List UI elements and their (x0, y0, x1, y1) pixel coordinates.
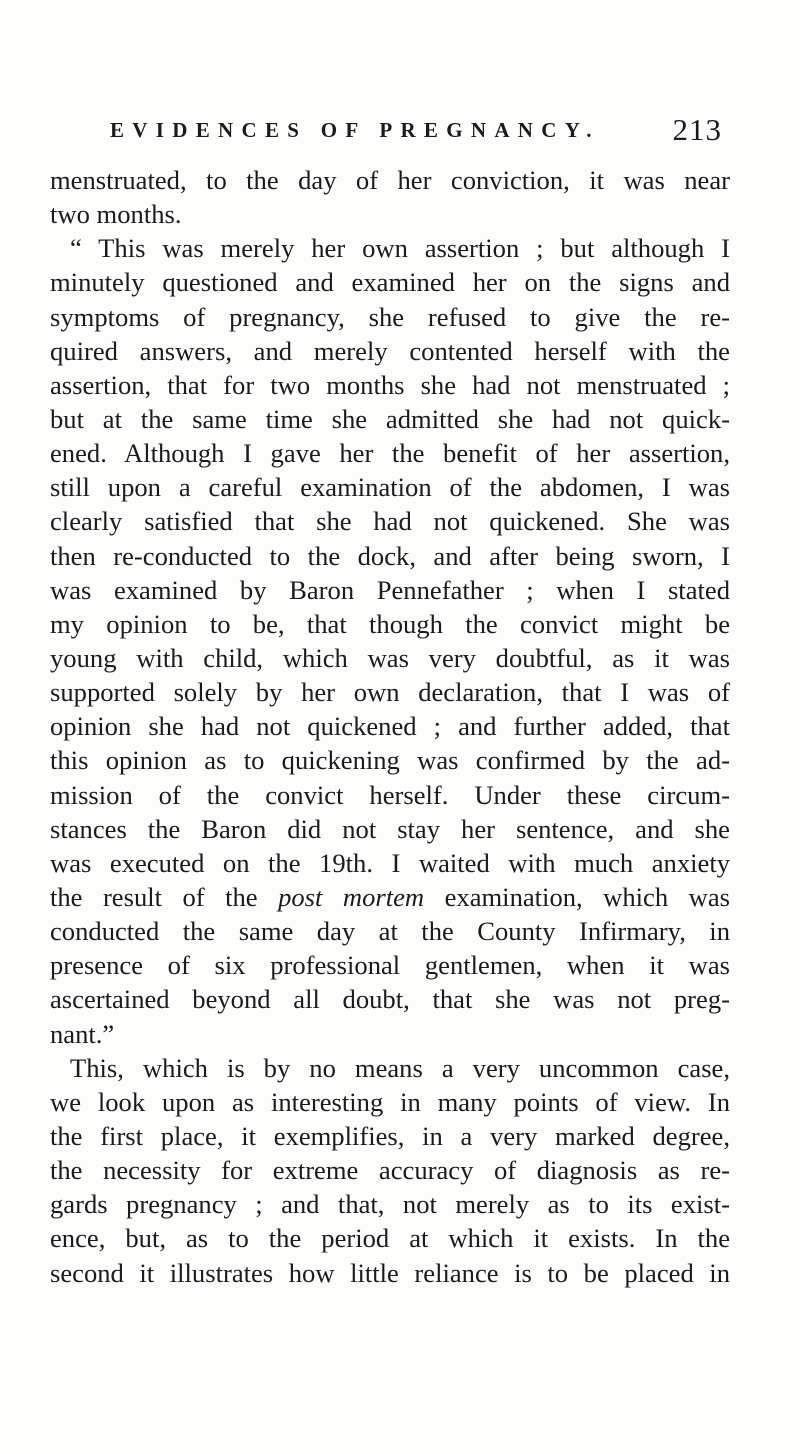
text-line: but at the same time she admitted she had not quick- (50, 403, 730, 434)
page-header (110, 112, 722, 152)
text-line: supported solely by her own declaration, that I was of (50, 677, 730, 708)
page-number: 213 (672, 112, 722, 147)
italic-phrase: post mortem (278, 881, 425, 912)
text-line: “ This was merely her own assertion ; but although I (70, 233, 730, 264)
running-head: EVIDENCES OF PREGNANCY. (110, 118, 600, 142)
text-line: ascertained beyond all doubt, that she was not preg- (50, 984, 730, 1015)
text-line: presence of six professional gentlemen, when it was (50, 950, 730, 981)
text-line: conducted the same day at the County Infirmary, in (50, 916, 730, 947)
text-line: ened. Although I gave her the benefit of her assertion, (50, 438, 730, 469)
text-line: second it illustrates how little reliance is to be placed in (50, 1257, 730, 1288)
text-line: quired answers, and merely contented herself with the (50, 335, 730, 366)
text-line: nant.” (50, 1018, 115, 1049)
text-line: This, which is by no means a very uncommon case, (70, 1052, 730, 1083)
text-line: clearly satisfied that she had not quickened. She was (50, 506, 730, 537)
text-line: was executed on the 19th. I waited with much anxiety (50, 847, 730, 878)
text-line: the necessity for extreme accuracy of diagnosis as re- (50, 1155, 730, 1186)
text-line: symptoms of pregnancy, she refused to give the re- (50, 301, 730, 332)
text-line: two months. (50, 199, 182, 230)
text-line: young with child, which was very doubtful, as it was (50, 642, 730, 673)
body-text (50, 163, 730, 1290)
text-line: was examined by Baron Pennefather ; when I stated (50, 574, 730, 605)
text-line: this opinion as to quickening was confirmed by the ad- (50, 745, 730, 776)
text-line: the first place, it exemplifies, in a very marked degree, (50, 1120, 730, 1151)
text-segment: the result of the (50, 881, 258, 912)
text-line: mission of the convict herself. Under these circum- (50, 779, 730, 810)
text-line: menstruated, to the day of her conviction, it was near (50, 165, 730, 195)
text-segment: examination, which was (444, 881, 730, 912)
text-line: still upon a careful examination of the abdomen, I was (50, 472, 730, 503)
text-line: stances the Baron did not stay her sentence, and she (50, 813, 730, 844)
text-line (50, 880, 730, 914)
text-line: assertion, that for two months she had not menstruated ; (50, 369, 730, 400)
text-line: gards pregnancy ; and that, not merely as to its exist- (50, 1189, 730, 1220)
text-line: then re-conducted to the dock, and after being sworn, I (50, 540, 730, 571)
text-line: ence, but, as to the period at which it exists. In the (50, 1223, 730, 1254)
text-line: my opinion to be, that though the convict might be (50, 608, 730, 639)
text-line: minutely questioned and examined her on the signs and (50, 267, 730, 298)
text-line: opinion she had not quickened ; and further added, that (50, 711, 730, 742)
text-line: we look upon as interesting in many points of view. In (50, 1086, 730, 1117)
